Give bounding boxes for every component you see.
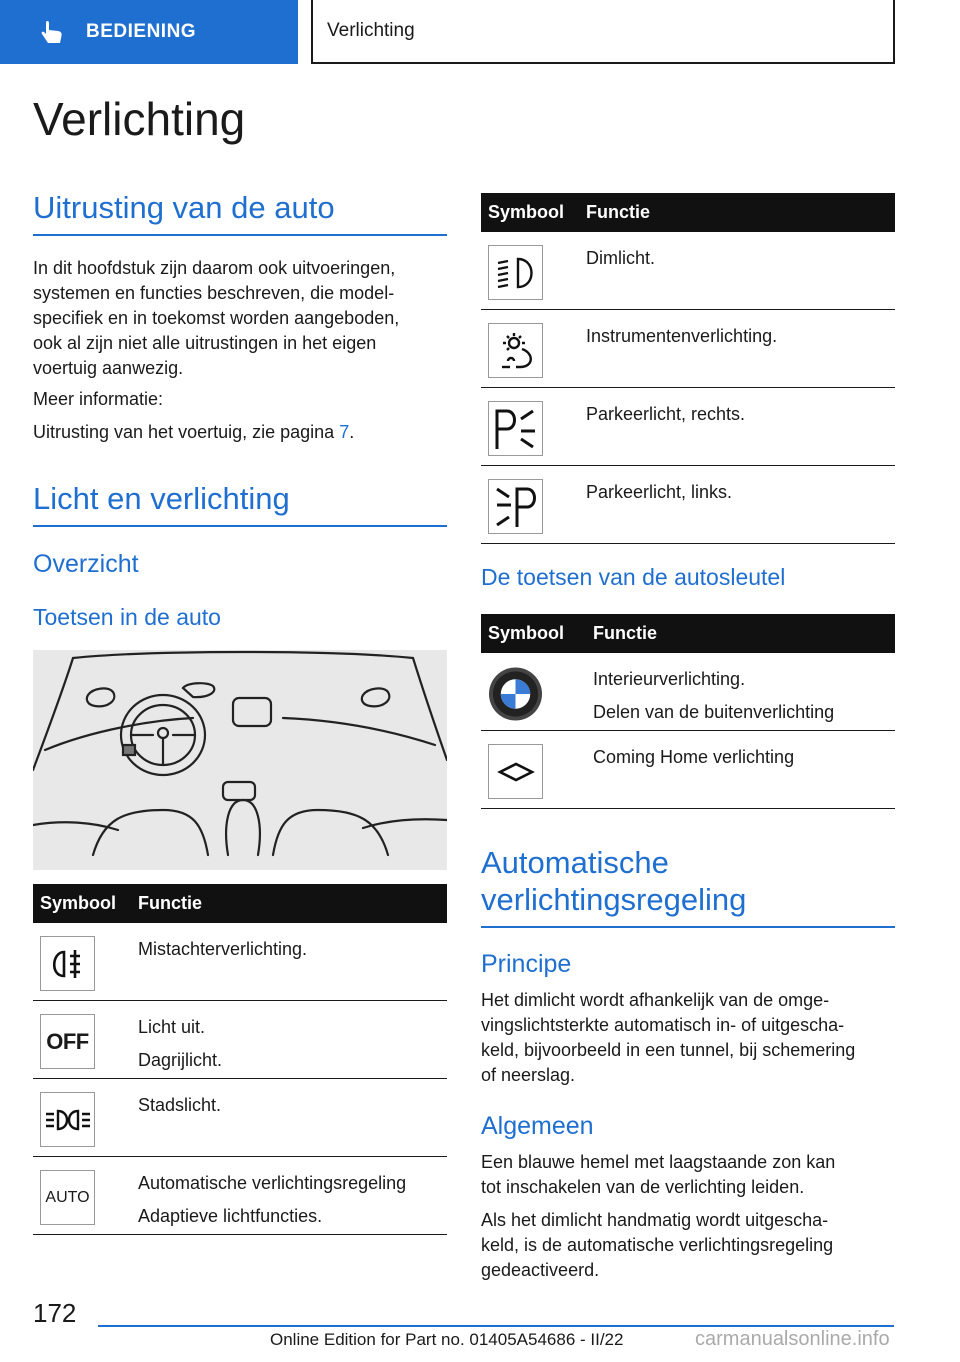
text-line: Als het dimlicht handmatig wordt uitgescha-	[481, 1210, 829, 1230]
auto-icon	[40, 1170, 95, 1225]
function-text: Licht uit.	[138, 1017, 206, 1037]
table-row	[33, 1001, 447, 1079]
heading-rule	[481, 926, 895, 928]
general-paragraph-2	[481, 1208, 895, 1283]
function-text: Stadslicht.	[138, 1095, 222, 1115]
function-text: Parkeerlicht, rechts.	[586, 404, 746, 424]
page-number: 172	[33, 1298, 77, 1328]
function-text: Automatische verlichtingsregeling	[138, 1173, 407, 1193]
reference-end: .	[349, 422, 355, 442]
light-functions-table	[481, 193, 895, 544]
light-switch-table	[33, 884, 447, 1235]
function-text: Mistachterverlichting.	[138, 939, 308, 959]
table-row	[481, 653, 895, 731]
page-title: Verlichting	[33, 93, 246, 145]
table-row	[481, 232, 895, 310]
page-link[interactable]: 7	[339, 422, 350, 442]
column-header-function: Functie	[138, 893, 203, 913]
heading-equipment: Uitrusting van de auto	[33, 190, 335, 225]
heading-general: Algemeen	[481, 1112, 594, 1140]
table-header	[481, 614, 895, 653]
auto-icon-label: AUTO	[45, 1188, 90, 1206]
edition-text: Online Edition for Part no. 01405A54686 - II/22	[270, 1330, 624, 1349]
column-header-symbol: Symbool	[488, 202, 565, 222]
watermark: carmanualsonline.info	[695, 1328, 890, 1350]
parking-light-right-icon	[488, 401, 543, 456]
table-row	[33, 1079, 447, 1157]
function-text: Adaptieve lichtfuncties.	[138, 1206, 323, 1226]
general-paragraph-1	[481, 1150, 895, 1200]
section-header	[311, 0, 895, 64]
chapter-label: BEDIENING	[86, 21, 197, 42]
heading-principle: Principe	[481, 950, 572, 978]
bmw-logo-icon	[488, 666, 543, 721]
fog-light-icon	[40, 936, 95, 991]
function-text: Coming Home verlichting	[593, 747, 795, 767]
column-header-function: Functie	[586, 202, 651, 222]
text-line: specifiek en in toekomst worden aangeboden,	[33, 308, 400, 328]
principle-paragraph	[481, 988, 895, 1088]
function-text: Delen van de buitenverlichting	[593, 702, 835, 722]
table-row	[33, 1157, 447, 1235]
heading-line: verlichtingsregeling	[481, 882, 747, 917]
side-light-icon	[40, 1092, 95, 1147]
text-line: gedeactiveerd.	[481, 1260, 600, 1280]
instrument-light-icon	[488, 323, 543, 378]
heading-rule	[33, 234, 447, 236]
text-line: Een blauwe hemel met laagstaande zon kan	[481, 1152, 836, 1172]
table-row	[481, 731, 895, 809]
function-text: Parkeerlicht, links.	[586, 482, 733, 502]
function-text: Interieurverlichting.	[593, 669, 746, 689]
heading-buttons: Toetsen in de auto	[33, 604, 221, 630]
table-row	[481, 466, 895, 544]
footer-rule	[98, 1325, 894, 1327]
function-text: Dagrijlicht.	[138, 1050, 223, 1070]
table-row	[33, 923, 447, 1001]
column-header-symbol: Symbool	[488, 623, 565, 643]
text-line: voertuig aanwezig.	[33, 358, 184, 378]
off-icon-label: OFF	[46, 1028, 89, 1054]
text-line: In dit hoofdstuk zijn daarom ook uitvoeringen,	[33, 258, 396, 278]
table-row	[481, 388, 895, 466]
reference-text: Uitrusting van het voertuig, zie pagina	[33, 422, 340, 442]
equipment-reference	[33, 420, 354, 445]
heading-rule	[33, 525, 447, 527]
text-line: systemen en functies beschreven, die model-	[33, 283, 395, 303]
column-header-symbol: Symbool	[40, 893, 117, 913]
heading-line: Automatische	[481, 845, 669, 880]
chapter-tab[interactable]	[0, 0, 298, 64]
text-line: keld, bijvoorbeeld in een tunnel, bij schemering	[481, 1040, 856, 1060]
hand-pointer-icon	[38, 18, 66, 46]
table-header	[33, 884, 447, 923]
function-text: Dimlicht.	[586, 248, 656, 268]
heading-auto-lighting	[481, 844, 746, 918]
column-header-function: Functie	[593, 623, 658, 643]
parking-light-left-icon	[488, 479, 543, 534]
car-interior-illustration	[33, 650, 447, 870]
table-header	[481, 193, 895, 232]
heading-lights: Licht en verlichting	[33, 481, 290, 516]
heading-key-buttons: De toetsen van de autosleutel	[481, 564, 786, 590]
more-info-text: Meer informatie:	[33, 389, 164, 409]
key-buttons-table	[481, 614, 895, 809]
text-line: vingslichtsterkte automatisch in- of uitgescha-	[481, 1015, 845, 1035]
coming-home-icon	[488, 744, 543, 799]
off-icon	[40, 1014, 95, 1069]
text-line: keld, is de automatische verlichtingsregeling	[481, 1235, 834, 1255]
text-line: Het dimlicht wordt afhankelijk van de omge-	[481, 990, 830, 1010]
function-text: Instrumentenverlichting.	[586, 326, 778, 346]
text-line: of neerslag.	[481, 1065, 576, 1085]
table-row	[481, 310, 895, 388]
heading-overview: Overzicht	[33, 550, 139, 578]
section-label: Verlichting	[327, 20, 415, 41]
text-line: ook al zijn niet alle uitrustingen in het eigen	[33, 333, 377, 353]
text-line: tot inschakelen van de verlichting leiden.	[481, 1177, 805, 1197]
equipment-paragraph	[33, 256, 447, 381]
low-beam-icon	[488, 245, 543, 300]
